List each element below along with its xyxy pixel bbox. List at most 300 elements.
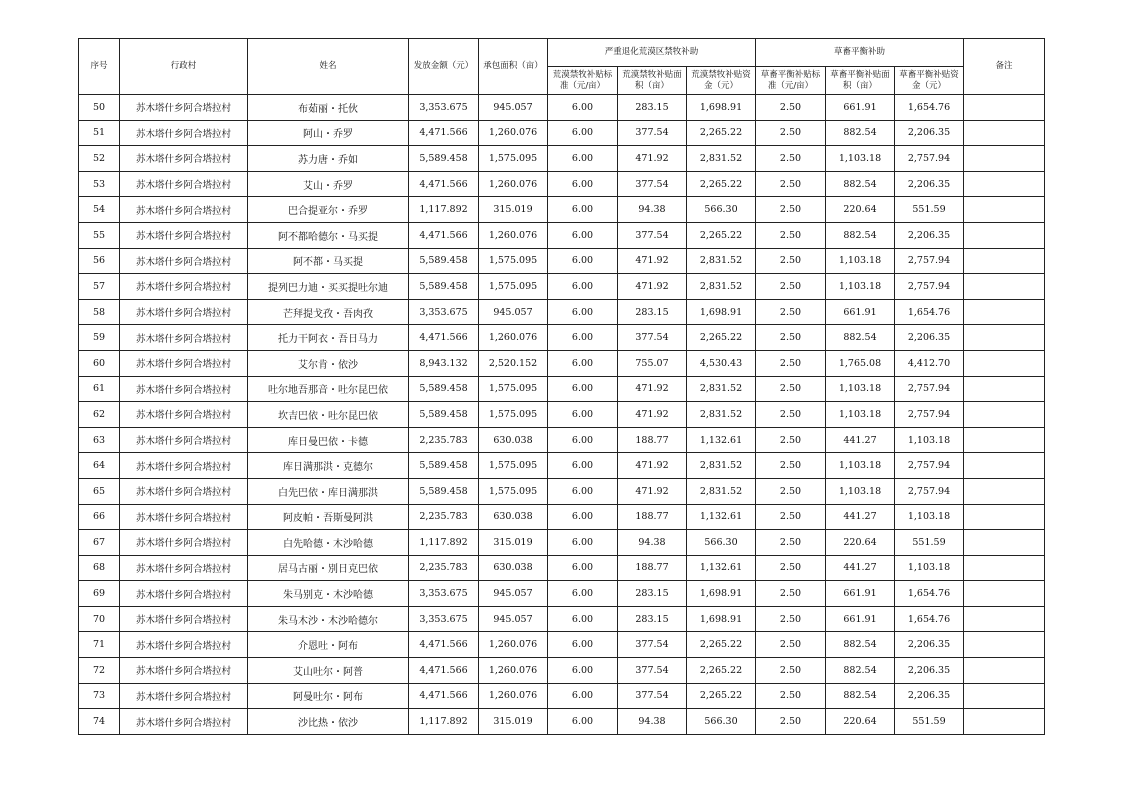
cell-balance-area: 882.54 <box>826 222 895 248</box>
cell-desert-area: 377.54 <box>618 222 687 248</box>
cell-balance-rate: 2.50 <box>756 120 826 146</box>
header-name: 姓名 <box>248 39 409 95</box>
cell-desert-area: 188.77 <box>618 504 687 530</box>
cell-balance-rate: 2.50 <box>756 581 826 607</box>
header-balance-rate: 草畜平衡补贴标准（元/亩） <box>756 67 826 95</box>
cell-seq: 69 <box>79 581 120 607</box>
cell-balance-money: 1,103.18 <box>895 427 964 453</box>
cell-name: 提列巴力迪・买买提吐尔迪 <box>248 274 409 300</box>
cell-area: 1,575.095 <box>479 146 548 172</box>
cell-desert-area: 471.92 <box>618 453 687 479</box>
cell-desert-rate: 6.00 <box>548 350 618 376</box>
cell-amount: 5,589.458 <box>409 402 479 428</box>
cell-note <box>964 350 1045 376</box>
cell-desert-area: 377.54 <box>618 632 687 658</box>
cell-balance-rate: 2.50 <box>756 453 826 479</box>
cell-village: 苏木塔什乡阿合塔拉村 <box>120 222 248 248</box>
cell-note <box>964 248 1045 274</box>
cell-desert-rate: 6.00 <box>548 709 618 735</box>
cell-balance-money: 1,654.76 <box>895 95 964 121</box>
cell-seq: 55 <box>79 222 120 248</box>
cell-area: 1,575.095 <box>479 402 548 428</box>
cell-area: 1,260.076 <box>479 120 548 146</box>
cell-desert-money: 2,831.52 <box>687 402 756 428</box>
cell-balance-area: 882.54 <box>826 120 895 146</box>
cell-village: 苏木塔什乡阿合塔拉村 <box>120 120 248 146</box>
cell-name: 巴合提亚尔・乔罗 <box>248 197 409 223</box>
cell-desert-money: 1,132.61 <box>687 427 756 453</box>
cell-name: 库日曼巴依・卡德 <box>248 427 409 453</box>
cell-note <box>964 120 1045 146</box>
cell-balance-rate: 2.50 <box>756 632 826 658</box>
cell-amount: 5,589.458 <box>409 376 479 402</box>
cell-balance-area: 882.54 <box>826 325 895 351</box>
cell-desert-area: 377.54 <box>618 325 687 351</box>
cell-desert-money: 566.30 <box>687 530 756 556</box>
cell-seq: 54 <box>79 197 120 223</box>
cell-balance-area: 1,103.18 <box>826 274 895 300</box>
cell-balance-rate: 2.50 <box>756 222 826 248</box>
cell-desert-area: 755.07 <box>618 350 687 376</box>
cell-balance-area: 220.64 <box>826 530 895 556</box>
cell-area: 945.057 <box>479 299 548 325</box>
cell-desert-money: 1,698.91 <box>687 581 756 607</box>
cell-balance-money: 2,206.35 <box>895 171 964 197</box>
cell-balance-rate: 2.50 <box>756 478 826 504</box>
cell-village: 苏木塔什乡阿合塔拉村 <box>120 274 248 300</box>
cell-area: 1,575.095 <box>479 453 548 479</box>
cell-desert-rate: 6.00 <box>548 120 618 146</box>
cell-amount: 4,471.566 <box>409 632 479 658</box>
cell-area: 1,575.095 <box>479 376 548 402</box>
cell-seq: 68 <box>79 555 120 581</box>
cell-area: 315.019 <box>479 530 548 556</box>
cell-seq: 62 <box>79 402 120 428</box>
cell-name: 沙比热・依沙 <box>248 709 409 735</box>
cell-desert-money: 2,265.22 <box>687 171 756 197</box>
cell-seq: 53 <box>79 171 120 197</box>
table-row <box>79 146 1045 172</box>
cell-balance-area: 441.27 <box>826 427 895 453</box>
table-row <box>79 658 1045 684</box>
cell-amount: 8,943.132 <box>409 350 479 376</box>
cell-balance-rate: 2.50 <box>756 146 826 172</box>
cell-seq: 51 <box>79 120 120 146</box>
cell-balance-money: 1,654.76 <box>895 299 964 325</box>
cell-note <box>964 606 1045 632</box>
table-row <box>79 581 1045 607</box>
cell-desert-area: 283.15 <box>618 299 687 325</box>
cell-balance-money: 2,206.35 <box>895 325 964 351</box>
cell-note <box>964 683 1045 709</box>
cell-village: 苏木塔什乡阿合塔拉村 <box>120 555 248 581</box>
cell-note <box>964 530 1045 556</box>
table-row <box>79 299 1045 325</box>
cell-balance-area: 1,103.18 <box>826 376 895 402</box>
cell-area: 1,260.076 <box>479 683 548 709</box>
cell-desert-rate: 6.00 <box>548 530 618 556</box>
cell-balance-money: 4,412.70 <box>895 350 964 376</box>
cell-area: 630.038 <box>479 427 548 453</box>
cell-name: 艾山吐尔・阿普 <box>248 658 409 684</box>
cell-note <box>964 146 1045 172</box>
table-row <box>79 274 1045 300</box>
cell-name: 苏力唐・乔如 <box>248 146 409 172</box>
cell-desert-rate: 6.00 <box>548 478 618 504</box>
cell-name: 居马古丽・別日克巴依 <box>248 555 409 581</box>
cell-desert-rate: 6.00 <box>548 376 618 402</box>
cell-area: 945.057 <box>479 606 548 632</box>
cell-area: 1,260.076 <box>479 658 548 684</box>
cell-balance-money: 2,757.94 <box>895 248 964 274</box>
cell-village: 苏木塔什乡阿合塔拉村 <box>120 402 248 428</box>
cell-village: 苏木塔什乡阿合塔拉村 <box>120 606 248 632</box>
cell-note <box>964 95 1045 121</box>
cell-balance-rate: 2.50 <box>756 402 826 428</box>
cell-desert-money: 2,831.52 <box>687 248 756 274</box>
cell-balance-money: 2,206.35 <box>895 683 964 709</box>
header-seq: 序号 <box>79 39 120 95</box>
cell-seq: 56 <box>79 248 120 274</box>
cell-village: 苏木塔什乡阿合塔拉村 <box>120 427 248 453</box>
cell-balance-money: 2,757.94 <box>895 146 964 172</box>
cell-seq: 67 <box>79 530 120 556</box>
header-desert-area: 荒漠禁牧补贴面积（亩） <box>618 67 687 95</box>
header-balance-money: 草畜平衡补贴资金（元） <box>895 67 964 95</box>
cell-desert-rate: 6.00 <box>548 427 618 453</box>
cell-balance-money: 2,757.94 <box>895 478 964 504</box>
table-row <box>79 632 1045 658</box>
cell-desert-money: 1,698.91 <box>687 95 756 121</box>
cell-amount: 1,117.892 <box>409 709 479 735</box>
cell-area: 1,575.095 <box>479 274 548 300</box>
cell-amount: 4,471.566 <box>409 222 479 248</box>
cell-area: 315.019 <box>479 709 548 735</box>
cell-village: 苏木塔什乡阿合塔拉村 <box>120 350 248 376</box>
cell-note <box>964 427 1045 453</box>
cell-desert-rate: 6.00 <box>548 632 618 658</box>
cell-amount: 1,117.892 <box>409 197 479 223</box>
cell-name: 坎吉巴依・吐尔昆巴依 <box>248 402 409 428</box>
cell-desert-money: 2,831.52 <box>687 453 756 479</box>
cell-note <box>964 171 1045 197</box>
cell-amount: 5,589.458 <box>409 248 479 274</box>
table-row <box>79 171 1045 197</box>
cell-balance-rate: 2.50 <box>756 683 826 709</box>
header-desert-grazing-ban-group: 严重退化荒漠区禁牧补助 <box>548 39 756 67</box>
cell-amount: 5,589.458 <box>409 478 479 504</box>
cell-village: 苏木塔什乡阿合塔拉村 <box>120 709 248 735</box>
cell-balance-rate: 2.50 <box>756 555 826 581</box>
table-row <box>79 709 1045 735</box>
header-amount: 发放金额（元） <box>409 39 479 95</box>
cell-area: 315.019 <box>479 197 548 223</box>
cell-desert-money: 2,265.22 <box>687 120 756 146</box>
cell-balance-area: 882.54 <box>826 683 895 709</box>
cell-note <box>964 299 1045 325</box>
cell-balance-rate: 2.50 <box>756 299 826 325</box>
cell-name: 芒拜提戈孜・吾肉孜 <box>248 299 409 325</box>
cell-desert-rate: 6.00 <box>548 325 618 351</box>
cell-desert-money: 2,265.22 <box>687 683 756 709</box>
cell-balance-area: 220.64 <box>826 709 895 735</box>
cell-balance-rate: 2.50 <box>756 325 826 351</box>
cell-balance-area: 1,765.08 <box>826 350 895 376</box>
cell-balance-area: 882.54 <box>826 632 895 658</box>
table-row <box>79 606 1045 632</box>
header-note: 备注 <box>964 39 1045 95</box>
header-village: 行政村 <box>120 39 248 95</box>
cell-village: 苏木塔什乡阿合塔拉村 <box>120 325 248 351</box>
cell-note <box>964 632 1045 658</box>
cell-desert-area: 471.92 <box>618 146 687 172</box>
cell-name: 阿山・乔罗 <box>248 120 409 146</box>
cell-desert-money: 1,698.91 <box>687 299 756 325</box>
cell-area: 945.057 <box>479 581 548 607</box>
cell-balance-money: 551.59 <box>895 709 964 735</box>
cell-balance-area: 661.91 <box>826 299 895 325</box>
header-area: 承包面积（亩） <box>479 39 548 95</box>
cell-desert-rate: 6.00 <box>548 606 618 632</box>
table-row <box>79 325 1045 351</box>
cell-name: 库日满那洪・克德尔 <box>248 453 409 479</box>
cell-balance-area: 661.91 <box>826 581 895 607</box>
cell-balance-rate: 2.50 <box>756 709 826 735</box>
cell-desert-money: 2,265.22 <box>687 658 756 684</box>
cell-desert-rate: 6.00 <box>548 504 618 530</box>
cell-amount: 3,353.675 <box>409 299 479 325</box>
cell-village: 苏木塔什乡阿合塔拉村 <box>120 478 248 504</box>
cell-name: 艾尔肯・依沙 <box>248 350 409 376</box>
cell-village: 苏木塔什乡阿合塔拉村 <box>120 248 248 274</box>
cell-desert-rate: 6.00 <box>548 683 618 709</box>
cell-area: 2,520.152 <box>479 350 548 376</box>
cell-balance-money: 1,654.76 <box>895 606 964 632</box>
cell-seq: 65 <box>79 478 120 504</box>
cell-balance-money: 2,206.35 <box>895 632 964 658</box>
cell-desert-rate: 6.00 <box>548 581 618 607</box>
table-row <box>79 683 1045 709</box>
cell-name: 朱马别克・木沙哈德 <box>248 581 409 607</box>
cell-desert-money: 2,265.22 <box>687 325 756 351</box>
cell-seq: 64 <box>79 453 120 479</box>
cell-name: 布茹丽・托伙 <box>248 95 409 121</box>
cell-desert-area: 471.92 <box>618 274 687 300</box>
table-row <box>79 376 1045 402</box>
cell-balance-area: 1,103.18 <box>826 146 895 172</box>
table-row <box>79 248 1045 274</box>
table-row <box>79 222 1045 248</box>
cell-balance-rate: 2.50 <box>756 504 826 530</box>
cell-balance-area: 1,103.18 <box>826 478 895 504</box>
cell-amount: 4,471.566 <box>409 325 479 351</box>
cell-balance-money: 2,757.94 <box>895 376 964 402</box>
cell-desert-rate: 6.00 <box>548 222 618 248</box>
cell-note <box>964 222 1045 248</box>
cell-area: 1,575.095 <box>479 248 548 274</box>
header-desert-rate: 荒漠禁牧补贴标准（元/亩） <box>548 67 618 95</box>
cell-desert-area: 377.54 <box>618 683 687 709</box>
cell-balance-area: 1,103.18 <box>826 453 895 479</box>
cell-name: 阿不都哈德尔・马买提 <box>248 222 409 248</box>
cell-balance-money: 1,103.18 <box>895 555 964 581</box>
cell-desert-area: 188.77 <box>618 555 687 581</box>
cell-desert-area: 188.77 <box>618 427 687 453</box>
cell-desert-money: 2,831.52 <box>687 478 756 504</box>
cell-balance-rate: 2.50 <box>756 197 826 223</box>
cell-seq: 66 <box>79 504 120 530</box>
cell-desert-rate: 6.00 <box>548 402 618 428</box>
cell-note <box>964 555 1045 581</box>
cell-note <box>964 453 1045 479</box>
cell-desert-area: 94.38 <box>618 530 687 556</box>
table-row <box>79 350 1045 376</box>
cell-village: 苏木塔什乡阿合塔拉村 <box>120 197 248 223</box>
cell-area: 1,260.076 <box>479 632 548 658</box>
cell-desert-area: 377.54 <box>618 120 687 146</box>
table-row <box>79 504 1045 530</box>
cell-desert-area: 471.92 <box>618 248 687 274</box>
cell-desert-money: 4,530.43 <box>687 350 756 376</box>
table-row <box>79 120 1045 146</box>
cell-balance-rate: 2.50 <box>756 171 826 197</box>
cell-note <box>964 709 1045 735</box>
cell-desert-rate: 6.00 <box>548 299 618 325</box>
cell-balance-rate: 2.50 <box>756 658 826 684</box>
cell-desert-money: 2,831.52 <box>687 274 756 300</box>
cell-area: 1,260.076 <box>479 222 548 248</box>
cell-name: 白先哈德・木沙哈德 <box>248 530 409 556</box>
cell-village: 苏木塔什乡阿合塔拉村 <box>120 504 248 530</box>
cell-balance-rate: 2.50 <box>756 350 826 376</box>
cell-village: 苏木塔什乡阿合塔拉村 <box>120 530 248 556</box>
cell-desert-rate: 6.00 <box>548 555 618 581</box>
cell-area: 945.057 <box>479 95 548 121</box>
cell-balance-money: 2,757.94 <box>895 402 964 428</box>
cell-seq: 63 <box>79 427 120 453</box>
table-body <box>79 95 1045 735</box>
cell-area: 1,260.076 <box>479 171 548 197</box>
cell-note <box>964 658 1045 684</box>
cell-balance-area: 441.27 <box>826 504 895 530</box>
cell-note <box>964 197 1045 223</box>
cell-desert-area: 471.92 <box>618 402 687 428</box>
cell-village: 苏木塔什乡阿合塔拉村 <box>120 683 248 709</box>
cell-desert-money: 566.30 <box>687 197 756 223</box>
cell-desert-money: 2,265.22 <box>687 222 756 248</box>
cell-desert-rate: 6.00 <box>548 453 618 479</box>
cell-balance-money: 1,103.18 <box>895 504 964 530</box>
cell-amount: 4,471.566 <box>409 120 479 146</box>
cell-village: 苏木塔什乡阿合塔拉村 <box>120 171 248 197</box>
cell-village: 苏木塔什乡阿合塔拉村 <box>120 299 248 325</box>
cell-area: 1,260.076 <box>479 325 548 351</box>
cell-note <box>964 325 1045 351</box>
cell-name: 朱马木沙・木沙哈德尔 <box>248 606 409 632</box>
cell-note <box>964 402 1045 428</box>
cell-balance-money: 2,206.35 <box>895 658 964 684</box>
cell-amount: 1,117.892 <box>409 530 479 556</box>
cell-desert-rate: 6.00 <box>548 171 618 197</box>
cell-balance-area: 882.54 <box>826 658 895 684</box>
cell-village: 苏木塔什乡阿合塔拉村 <box>120 146 248 172</box>
subsidy-table <box>78 38 1045 735</box>
cell-area: 630.038 <box>479 555 548 581</box>
cell-seq: 50 <box>79 95 120 121</box>
table-row <box>79 555 1045 581</box>
cell-name: 艾山・乔罗 <box>248 171 409 197</box>
cell-seq: 59 <box>79 325 120 351</box>
cell-balance-rate: 2.50 <box>756 530 826 556</box>
cell-balance-rate: 2.50 <box>756 606 826 632</box>
header-grass-livestock-balance-group: 草畜平衡补助 <box>756 39 964 67</box>
table-row <box>79 530 1045 556</box>
cell-note <box>964 581 1045 607</box>
cell-desert-area: 94.38 <box>618 197 687 223</box>
cell-name: 白先巴依・库日满那洪 <box>248 478 409 504</box>
cell-desert-area: 94.38 <box>618 709 687 735</box>
cell-amount: 3,353.675 <box>409 606 479 632</box>
cell-balance-money: 2,757.94 <box>895 274 964 300</box>
cell-balance-area: 1,103.18 <box>826 402 895 428</box>
cell-seq: 52 <box>79 146 120 172</box>
cell-desert-money: 1,698.91 <box>687 606 756 632</box>
header-balance-area: 草畜平衡补贴面积（亩） <box>826 67 895 95</box>
cell-amount: 4,471.566 <box>409 683 479 709</box>
cell-balance-area: 1,103.18 <box>826 248 895 274</box>
cell-seq: 73 <box>79 683 120 709</box>
cell-note <box>964 504 1045 530</box>
cell-amount: 2,235.783 <box>409 427 479 453</box>
cell-balance-money: 551.59 <box>895 197 964 223</box>
cell-note <box>964 478 1045 504</box>
header-desert-money: 荒漠禁牧补贴资金（元） <box>687 67 756 95</box>
cell-amount: 3,353.675 <box>409 95 479 121</box>
cell-area: 1,575.095 <box>479 478 548 504</box>
cell-desert-area: 283.15 <box>618 606 687 632</box>
cell-desert-money: 2,265.22 <box>687 632 756 658</box>
cell-amount: 5,589.458 <box>409 146 479 172</box>
cell-amount: 5,589.458 <box>409 274 479 300</box>
cell-balance-money: 1,654.76 <box>895 581 964 607</box>
cell-desert-area: 471.92 <box>618 376 687 402</box>
cell-desert-rate: 6.00 <box>548 274 618 300</box>
cell-balance-money: 2,757.94 <box>895 453 964 479</box>
cell-name: 吐尔地吾那音・吐尔昆巴依 <box>248 376 409 402</box>
cell-name: 托力干阿衣・吾日马力 <box>248 325 409 351</box>
cell-desert-money: 1,132.61 <box>687 555 756 581</box>
cell-balance-rate: 2.50 <box>756 376 826 402</box>
cell-desert-area: 283.15 <box>618 95 687 121</box>
cell-name: 阿曼吐尔・阿布 <box>248 683 409 709</box>
cell-desert-area: 283.15 <box>618 581 687 607</box>
cell-seq: 57 <box>79 274 120 300</box>
cell-village: 苏木塔什乡阿合塔拉村 <box>120 658 248 684</box>
cell-village: 苏木塔什乡阿合塔拉村 <box>120 376 248 402</box>
cell-desert-rate: 6.00 <box>548 197 618 223</box>
table-row <box>79 478 1045 504</box>
cell-amount: 2,235.783 <box>409 555 479 581</box>
table-row <box>79 427 1045 453</box>
cell-balance-area: 661.91 <box>826 95 895 121</box>
cell-balance-money: 551.59 <box>895 530 964 556</box>
cell-desert-money: 2,831.52 <box>687 146 756 172</box>
cell-desert-area: 471.92 <box>618 478 687 504</box>
cell-seq: 58 <box>79 299 120 325</box>
cell-balance-money: 2,206.35 <box>895 222 964 248</box>
cell-desert-area: 377.54 <box>618 171 687 197</box>
cell-seq: 74 <box>79 709 120 735</box>
